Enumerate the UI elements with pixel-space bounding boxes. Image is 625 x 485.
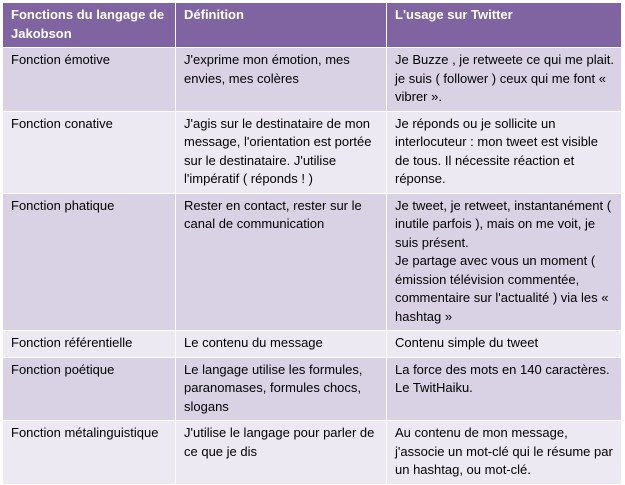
twitter-line: Je Buzze , je retweete ce qui me plait. (395, 52, 614, 67)
function-cell: Fonction émotive (3, 48, 176, 112)
header-row (3, 3, 622, 48)
definition-cell: J'utilise le langage pour parler de ce que je dis (176, 421, 387, 485)
jakobson-table (2, 2, 622, 485)
function-cell: Fonction phatique (3, 193, 176, 331)
function-cell: Fonction référentielle (3, 331, 176, 358)
twitter-cell (387, 421, 622, 485)
table-row (3, 421, 622, 485)
twitter-line: Contenu simple du tweet (395, 335, 539, 350)
function-cell: Fonction conative (3, 111, 176, 193)
function-cell: Fonction poétique (3, 357, 176, 421)
header-function: Fonctions du langage de Jakobson (3, 3, 176, 48)
twitter-line: La force des mots en 140 caractères. (395, 361, 610, 377)
twitter-cell (387, 357, 622, 421)
twitter-cell (387, 331, 622, 358)
definition-cell: J'agis sur le destinataire de mon message, l'orientation est portée sur le destinataire. J'utilise l'impératif ( réponds ! ) (176, 111, 387, 193)
function-cell: Fonction métalinguistique (3, 421, 176, 485)
table-row (3, 48, 622, 112)
twitter-line: je suis ( follower ) ceux qui me font « vibrer ». (395, 70, 606, 104)
table-row (3, 193, 622, 331)
table-row (3, 331, 622, 358)
twitter-line: Je tweet, je retweet, instantanément ( inutile parfois ), mais on me voit, je suis présent. (395, 197, 612, 250)
twitter-line: Je réponds ou je sollicite un interlocuteur : mon tweet est visible de tous. Il nécessite réaction et réponse. (395, 115, 599, 186)
table-row (3, 357, 622, 421)
header-definition: Définition (176, 3, 387, 48)
twitter-cell (387, 193, 622, 331)
table-row (3, 111, 622, 193)
twitter-cell (387, 111, 622, 193)
definition-cell: Le contenu du message (176, 331, 387, 358)
definition-cell: J'exprime mon émotion, mes envies, mes colères (176, 48, 387, 112)
definition-cell: Rester en contact, rester sur le canal de communication (176, 193, 387, 331)
definition-cell: Le langage utilise les formules, paranomases, formules chocs, slogans (176, 357, 387, 421)
twitter-line: Je partage avec vous un moment ( émission télévision commentée, commentaire sur l'actualité ) via les « hashtag » (395, 253, 609, 324)
twitter-line: Au contenu de mon message, j'associe un mot-clé qui le résume par un hashtag, ou mot-clé. (395, 425, 613, 477)
twitter-cell (387, 48, 622, 112)
twitter-line: Le TwitHaiku. (395, 380, 473, 395)
header-twitter-usage: L'usage sur Twitter (387, 3, 622, 48)
